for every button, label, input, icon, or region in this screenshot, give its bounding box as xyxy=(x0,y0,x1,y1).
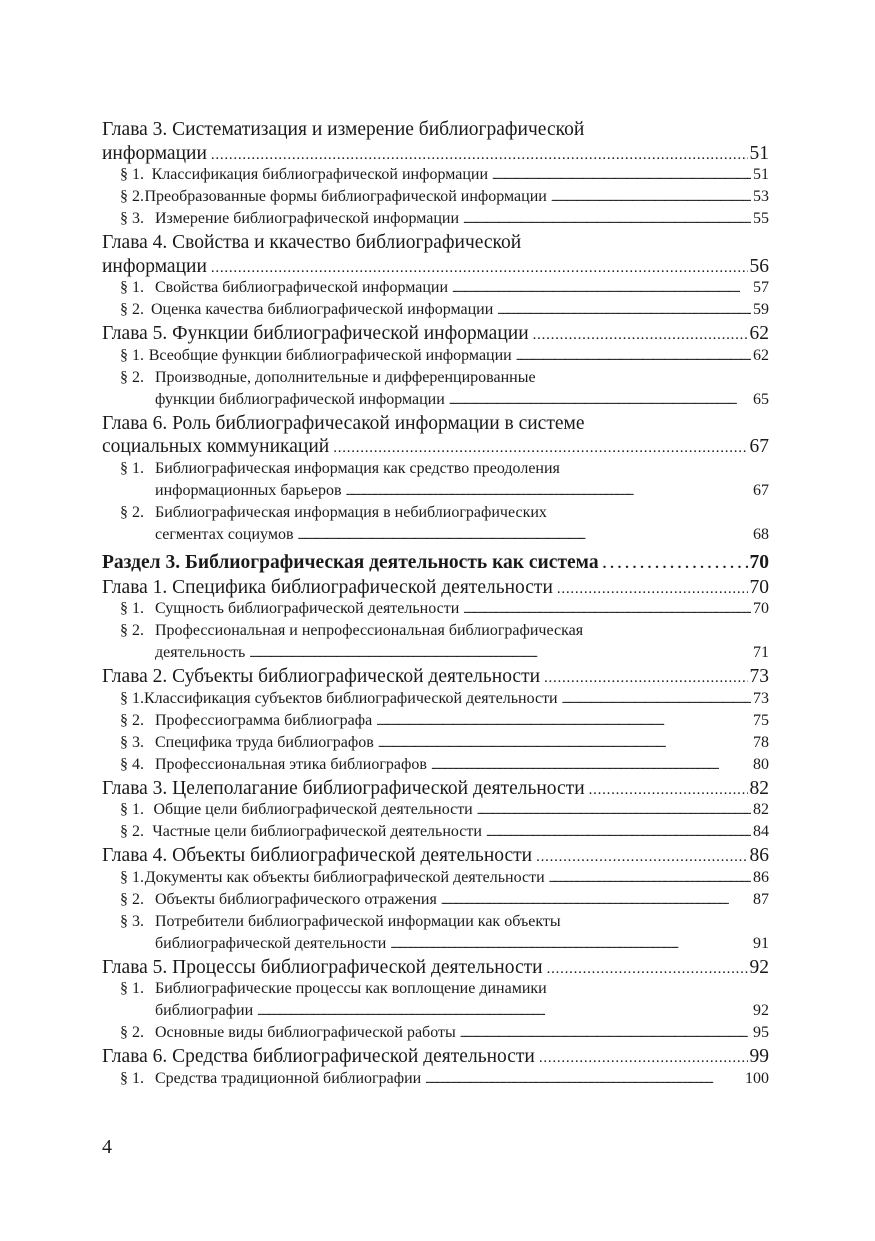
toc-page-number: 82 xyxy=(753,801,769,818)
toc-entry-title: Средства традиционной библиографии xyxy=(155,1069,422,1087)
toc-entry-title: информации xyxy=(102,142,207,164)
toc-entry-title: библиографии xyxy=(155,1002,254,1019)
toc-page-number: 92 xyxy=(749,956,769,978)
toc-entry-title: Глава 4. Свойства и ккачество библиографической xyxy=(102,232,522,253)
toc-entry-title: Общие цели библиографической деятельности xyxy=(153,801,473,818)
toc-page-number: 59 xyxy=(753,301,769,318)
toc-section-entry xyxy=(102,166,769,188)
dot-leader xyxy=(562,694,751,706)
toc-section-entry xyxy=(102,1024,769,1046)
toc-chapter-entry xyxy=(102,577,769,601)
toc-entry-title: Объекты библиографического отражения xyxy=(155,890,437,908)
toc-section-number: § 3. xyxy=(120,210,144,227)
toc-section-number: § 2. xyxy=(120,368,144,386)
toc-page-number: 73 xyxy=(753,689,769,707)
dot-leader xyxy=(536,849,747,866)
toc-page-number: 75 xyxy=(753,711,769,729)
toc-section-entry xyxy=(102,1070,769,1092)
toc-entry-title: Основные виды библиографической работы xyxy=(155,1024,456,1041)
toc-page-number: 70 xyxy=(749,576,769,598)
dot-leader xyxy=(589,782,748,799)
toc-section-entry xyxy=(102,600,769,622)
toc-section-number: § 2. xyxy=(120,301,144,318)
toc-entry-title: Измерение библиографической информации xyxy=(155,210,460,227)
toc-section-number: § 1. xyxy=(120,689,144,707)
toc-section-entry xyxy=(102,756,769,778)
toc-section-number: § 1. xyxy=(120,600,144,617)
toc-page-number: 100 xyxy=(745,1069,769,1087)
toc-page-number: 57 xyxy=(753,279,769,296)
dot-leader xyxy=(376,716,751,728)
toc-chapter-entry xyxy=(102,323,769,347)
toc-entry-title: Библиографическая информация как средство преодоления xyxy=(155,459,560,477)
toc-entry-title: Производные, дополнительные и дифференцированные xyxy=(155,368,536,386)
toc-page-number: 51 xyxy=(753,166,769,183)
toc-entry-title: Документы как объекты библиографической деятельности xyxy=(144,868,545,886)
toc-section-entry xyxy=(102,347,769,369)
toc-page-number: 87 xyxy=(753,890,769,908)
toc-entry-title: Потребители библиографической информации как объекты xyxy=(155,912,561,930)
toc-section-number: § 2. xyxy=(120,622,144,639)
dot-leader xyxy=(549,873,751,885)
dot-leader xyxy=(346,486,751,498)
toc-chapter-entry xyxy=(102,957,769,981)
dot-leader xyxy=(298,530,751,542)
toc-entry-title: Глава 3. Систематизация и измерение библиографической xyxy=(102,119,585,140)
toc-section-number: § 2. xyxy=(120,823,144,840)
toc-page-number: 55 xyxy=(753,210,769,227)
toc-section-number: § 2. xyxy=(120,890,144,908)
toc-page-number: 65 xyxy=(753,390,769,408)
toc-chapter-entry xyxy=(102,1046,769,1070)
toc-section-number: § 1. xyxy=(120,166,144,183)
dot-leader xyxy=(431,760,751,772)
toc-entry-title: деятельность xyxy=(155,644,246,661)
table-of-contents xyxy=(102,119,769,1092)
toc-entry-title: Библиографические процессы как воплощение динамики xyxy=(155,980,547,997)
toc-entry-title: информационных барьеров xyxy=(155,481,342,499)
toc-page-number: 78 xyxy=(753,733,769,751)
toc-entry-title: Специфика труда библиографов xyxy=(155,733,374,751)
toc-section-number: § 1. xyxy=(120,868,144,886)
toc-section-entry xyxy=(102,622,769,666)
toc-entry-title: Оценка качества библиографической информации xyxy=(150,301,494,318)
toc-section-number: § 3. xyxy=(120,733,144,751)
toc-page-number: 82 xyxy=(749,777,769,799)
dot-leader xyxy=(378,738,751,750)
toc-section-entry xyxy=(102,823,769,845)
dot-leader xyxy=(533,327,748,344)
toc-section-number: § 1. xyxy=(120,801,144,818)
toc-entry-title: информации xyxy=(102,255,207,277)
toc-entry-title: Всеобщие функции библиографической информации xyxy=(148,346,512,364)
toc-section-entry xyxy=(102,188,769,210)
toc-section-number: § 2. xyxy=(120,711,144,729)
toc-section-entry xyxy=(102,210,769,232)
dot-leader xyxy=(539,1050,748,1067)
toc-section-entry xyxy=(102,369,769,413)
toc-section-entry xyxy=(102,891,769,913)
toc-entry-title: Преобразованные формы библиографической информации xyxy=(144,188,547,205)
toc-entry-title: Профессиональная этика библиографов xyxy=(155,755,427,773)
toc-section-entry xyxy=(102,801,769,823)
toc-section-entry xyxy=(102,913,769,957)
toc-chapter-entry xyxy=(102,413,769,460)
toc-entry-title: Частные цели библиографической деятельности xyxy=(152,823,482,840)
toc-entry-title: Классификация библиографической информации xyxy=(151,166,489,183)
toc-entry-title: библиографической деятельности xyxy=(155,934,387,952)
toc-page-number: 84 xyxy=(753,823,769,840)
dot-leader xyxy=(257,1006,751,1018)
dot-leader xyxy=(452,283,751,295)
toc-entry-title: Глава 5. Функции библиографической информации xyxy=(102,323,529,344)
toc-section-number: § 2. xyxy=(120,503,144,521)
toc-page-number: 68 xyxy=(753,525,769,543)
toc-entry-title: Глава 5. Процессы библиографической деятельности xyxy=(102,956,543,978)
toc-chapter-entry xyxy=(102,232,769,279)
dot-leader xyxy=(390,939,751,951)
toc-entry-title: Профессиональная и непрофессиональная библиографическая xyxy=(155,622,584,639)
toc-chapter-entry xyxy=(102,119,769,166)
dot-leader xyxy=(497,305,751,317)
toc-page-number: 86 xyxy=(749,845,769,866)
toc-entry-title: социальных коммуникаций xyxy=(102,436,330,457)
toc-page-number: 91 xyxy=(753,934,769,952)
toc-entry-title: Свойства библиографической информации xyxy=(155,279,449,296)
toc-chapter-entry xyxy=(102,778,769,802)
toc-section-entry xyxy=(102,279,769,301)
dot-leader xyxy=(249,648,751,660)
toc-entry-title: Глава 3. Целеполагание библиографической деятельности xyxy=(102,777,585,799)
toc-entry-title: Раздел 3. Библиографическая деятельность как система xyxy=(102,551,599,573)
toc-section-number: § 2. xyxy=(120,188,144,205)
toc-page-number: 73 xyxy=(749,666,769,687)
toc-section-entry xyxy=(102,712,769,734)
dot-leader xyxy=(441,895,751,907)
toc-chapter-entry xyxy=(102,845,769,869)
toc-section-entry xyxy=(102,734,769,756)
dot-leader xyxy=(211,147,748,164)
toc-page-number: 53 xyxy=(753,188,769,205)
toc-entry-title: Глава 2. Субъекты библиографической деятельности xyxy=(102,666,541,687)
toc-entry-title: Сущность библиографической деятельности xyxy=(155,600,460,617)
toc-page-number: 51 xyxy=(749,142,769,164)
dot-leader xyxy=(516,351,751,363)
toc-page-number: 95 xyxy=(753,1024,769,1041)
toc-page-number: 99 xyxy=(749,1046,769,1067)
toc-page-number: 86 xyxy=(753,868,769,886)
toc-section-entry xyxy=(102,504,769,548)
toc-page-number: 67 xyxy=(749,436,769,457)
toc-entry-title: Библиографическая информация в небиблиографических xyxy=(155,503,547,521)
toc-entry-title: Глава 6. Средства библиографической деятельности xyxy=(102,1046,535,1067)
toc-section-number: § 4. xyxy=(120,755,144,773)
toc-section-entry xyxy=(102,869,769,891)
toc-page-number: 71 xyxy=(753,644,769,661)
toc-page-number: 80 xyxy=(753,755,769,773)
toc-page-number: 62 xyxy=(749,323,769,344)
toc-section-number: § 2. xyxy=(120,1024,144,1041)
dot-leader xyxy=(486,827,751,839)
toc-entry-title: функции библиографической информации xyxy=(155,390,445,408)
toc-section-number: § 1. xyxy=(120,346,144,364)
toc-section-entry xyxy=(102,980,769,1024)
toc-page-number: 67 xyxy=(753,481,769,499)
toc-part-entry xyxy=(102,552,769,577)
toc-page-number: 70 xyxy=(753,600,769,617)
dot-leader xyxy=(211,260,748,277)
toc-page-number: 62 xyxy=(753,346,769,364)
dot-leader xyxy=(603,556,748,573)
toc-page-number: 92 xyxy=(753,1002,769,1019)
toc-section-entry xyxy=(102,460,769,504)
page-number: 4 xyxy=(102,1136,112,1158)
toc-section-entry xyxy=(102,690,769,712)
dot-leader xyxy=(557,581,748,598)
dot-leader xyxy=(463,604,751,616)
toc-section-number: § 1. xyxy=(120,279,144,296)
dot-leader xyxy=(544,670,747,687)
toc-page-number: 56 xyxy=(749,255,769,277)
toc-entry-title: Глава 6. Роль библиографичесакой информации в системе xyxy=(102,412,585,434)
dot-leader xyxy=(551,192,751,204)
toc-entry-title: Профессиограмма библиографа xyxy=(155,711,373,729)
dot-leader xyxy=(492,170,751,182)
toc-entry-title: сегментах социумов xyxy=(155,525,294,543)
toc-section-number: § 3. xyxy=(120,912,144,930)
dot-leader xyxy=(333,440,747,457)
toc-section-number: § 1. xyxy=(120,980,144,997)
dot-leader xyxy=(449,395,751,407)
dot-leader xyxy=(425,1074,743,1086)
dot-leader xyxy=(547,961,748,978)
toc-entry-title: Классификация субъектов библиографической деятельности xyxy=(144,689,558,707)
toc-entry-title: Глава 4. Объекты библиографической деятельности xyxy=(102,845,533,866)
toc-entry-title: Глава 1. Специфика библиографической деятельности xyxy=(102,576,553,598)
dot-leader xyxy=(477,805,751,817)
dot-leader xyxy=(463,214,751,226)
toc-section-number: § 1. xyxy=(120,1069,144,1087)
dot-leader xyxy=(460,1028,751,1040)
toc-page-number: 70 xyxy=(749,551,769,573)
toc-chapter-entry xyxy=(102,666,769,690)
toc-section-entry xyxy=(102,301,769,323)
toc-section-number: § 1. xyxy=(120,459,144,477)
